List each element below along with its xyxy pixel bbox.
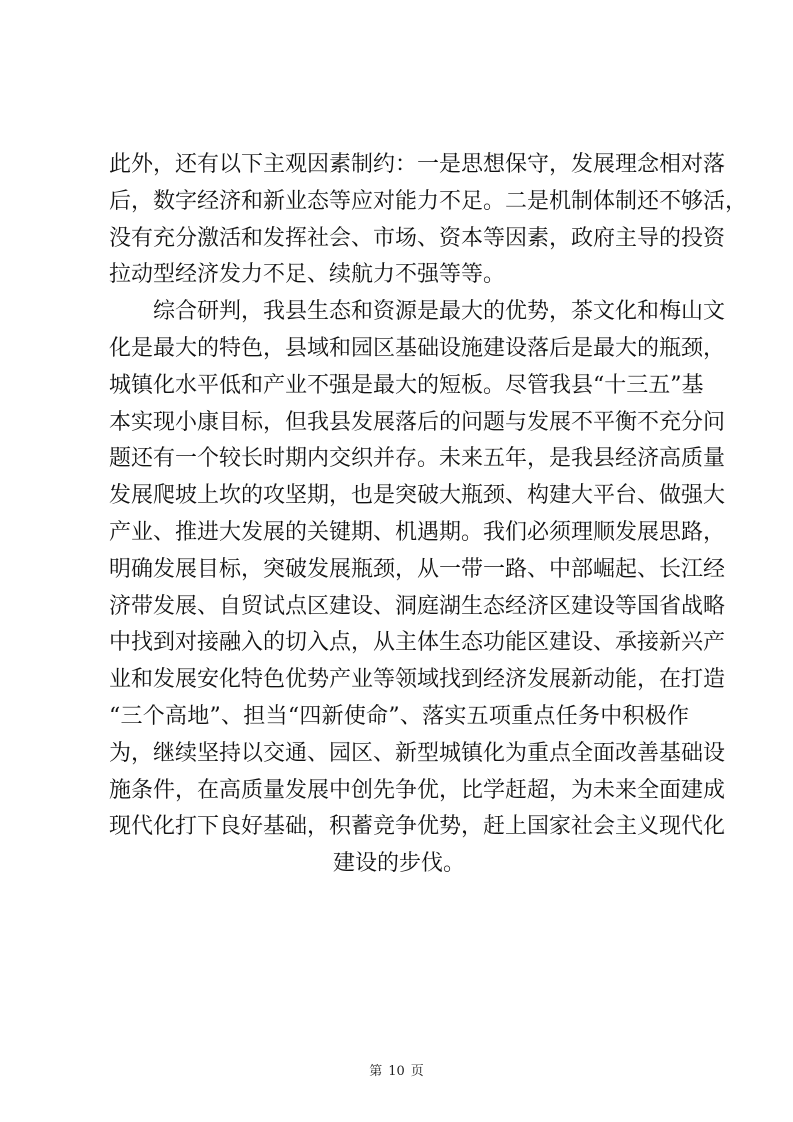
page-number-prefix: 第 (369, 1064, 383, 1079)
paragraph-1 (109, 147, 748, 294)
text-line: 没有充分激活和发挥社会、市场、资本等因素，政府主导的投资 (109, 225, 726, 251)
text-line: 为，继续坚持以交通、园区、新型城镇化为重点全面改善基础设 (109, 740, 726, 766)
text-line: 拉动型经济发力不足、续航力不强等等。 (109, 262, 506, 288)
page-body (109, 147, 748, 883)
text-line: 后，数字经济和新业态等应对能力不足。二是机制体制还不够活， (109, 188, 748, 214)
text-line: 建设的步伐。 (332, 851, 465, 877)
text-line: 发展爬坡上坎的攻坚期，也是突破大瓶颈、构建大平台、做强大 (109, 483, 726, 509)
text-line: 综合研判，我县生态和资源是最大的优势，茶文化和梅山文 (153, 299, 726, 325)
text-line: 城镇化水平低和产业不强是最大的短板。尽管我县“十三五”基 (109, 372, 704, 398)
text-line: 产业、推进大发展的关键期、机遇期。我们必须理顺发展思路， (109, 519, 726, 545)
text-line: 明确发展目标，突破发展瓶颈，从一带一路、中部崛起、长江经 (109, 556, 726, 582)
page-number: 10 (388, 1064, 405, 1079)
page-footer (0, 1060, 793, 1079)
text-line: “三个高地”、担当“四新使命”、落实五项重点任务中积极作 (109, 703, 689, 729)
text-line: 此外，还有以下主观因素制约：一是思想保守，发展理念相对落 (109, 152, 726, 177)
text-line: 本实现小康目标，但我县发展落后的问题与发展不平衡不充分问 (109, 409, 726, 435)
text-line: 题还有一个较长时期内交织并存。未来五年，是我县经济高质量 (109, 446, 726, 472)
text-line: 业和发展安化特色优势产业等领域找到经济发展新动能，在打造 (109, 667, 726, 693)
page-number-suffix: 页 (410, 1064, 424, 1079)
text-line: 现代化打下良好基础，积蓄竞争优势，赶上国家社会主义现代化 (109, 814, 726, 840)
text-line: 济带发展、自贸试点区建设、洞庭湖生态经济区建设等国省战略 (109, 593, 726, 619)
text-line: 化是最大的特色，县域和园区基础设施建设落后是最大的瓶颈， (109, 335, 726, 361)
paragraph-2 (109, 294, 726, 883)
text-line: 中找到对接融入的切入点，从主体生态功能区建设、承接新兴产 (109, 630, 726, 656)
text-line: 施条件，在高质量发展中创先争优，比学赶超，为未来全面建成 (109, 777, 726, 803)
